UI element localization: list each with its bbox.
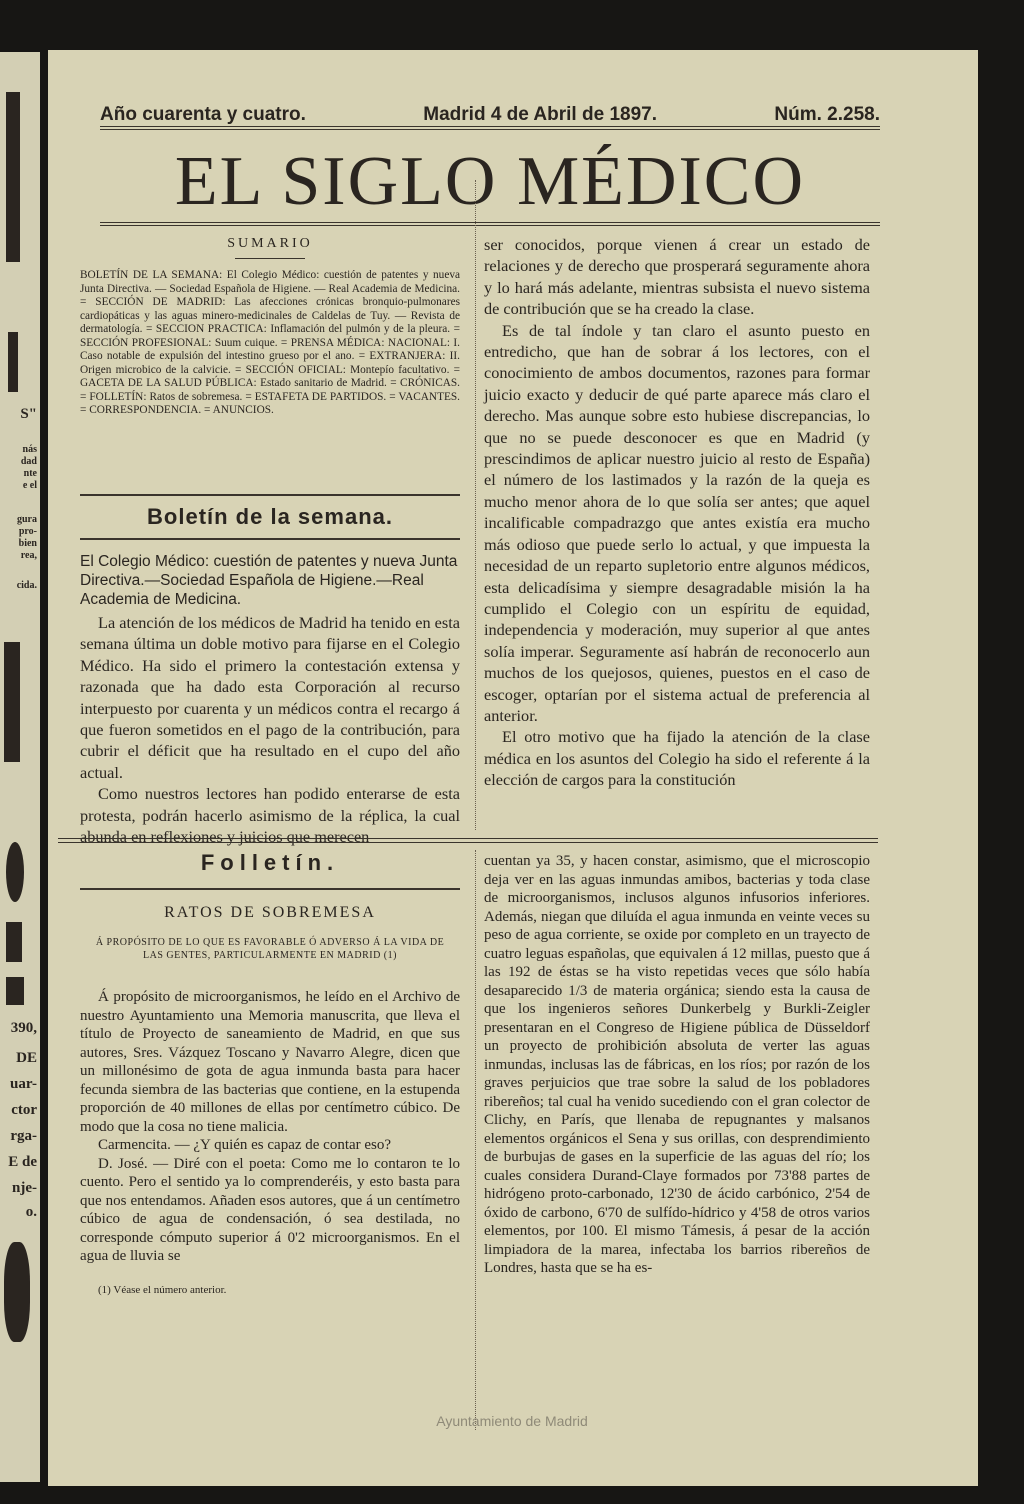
strip-ornament	[6, 922, 22, 962]
strip-fragment: cida.	[16, 580, 37, 591]
strip-ornament	[6, 842, 24, 902]
sumario-title: SUMARIO	[227, 236, 313, 251]
strip-fragment: DE	[16, 1050, 37, 1066]
column-divider	[475, 850, 476, 1430]
title-rule	[100, 222, 880, 223]
folletin-section	[80, 850, 460, 1296]
strip-fragment: ctor	[11, 1102, 37, 1118]
right-paragraph: Es de tal índole y tan claro el asunto puesto en entredicho, que han de sobrar á los lectores, con el conocimiento de ambos documentos, razones para formar juicio exacto y deducir de qué parte aparece más claro el derecho. Mas aunque sobre esto hubiese discrepancias, lo que no se puede desconocer es que en Madrid (y prescindimos de aplicar nuestro juicio al resto de España) el número de los lastimados y la razón de la queja es mucho menor ahora de lo que solía ser antes; que aquel incalificable compadrazgo que antes existía era mucho más odioso que puede serlo lo actual, y que impuesta la necesidad de un reparto supletorio entre algunos médicos, esta delicadísima y siempre desagradable misión la ha cumplido el Colegio con un espíritu de equidad, independencia y moderación, muy superior al que antes solía imperar. Seguramente así habrán de reconocerlo aun muchos de los quejosos, quienes, puestos en el caso de escoger, optarían por el sistema actual de preferencia al anterior.	[484, 320, 870, 725]
folletin-subtitle: Á PROPÓSITO DE LO QUE ES FAVORABLE Ó ADVERSO Á LA VIDA DE LAS GENTES, PARTICULARMENTE EN MADRID (1)	[95, 937, 445, 961]
strip-fragment: e el	[22, 480, 37, 491]
section-rule	[80, 888, 460, 890]
boletin-paragraph: Como nuestros lectores han podido enterarse de esta protesta, podrán hacerlo asimismo de la réplica, la cual abunda en reflexiones y juicios que merecen	[80, 784, 460, 847]
folletin-continuation	[484, 852, 870, 1278]
strip-fragment: rea,	[20, 550, 37, 561]
strip-ornament	[6, 977, 24, 1005]
folletin-title: RATOS DE SOBREMESA	[164, 904, 376, 921]
footnote: (1) Véase el número anterior.	[98, 1283, 227, 1296]
masthead-rule	[100, 126, 880, 127]
strip-fragment: nje-	[12, 1180, 37, 1196]
column-divider	[475, 180, 476, 830]
strip-ornament	[4, 642, 20, 762]
strip-fragment: E de	[8, 1154, 37, 1170]
strip-fragment: gura	[17, 514, 37, 525]
section-rule	[80, 494, 460, 496]
folletin-right-body: cuentan ya 35, y hacen constar, asimismo, que el microscopio deja ver en las aguas inmundas amibos, bacterias y toda clase de microorganismos, inclusos algunos infusorios inferiores. Además, niegan que diluída el agua inmunda en veinte veces su peso de agua corriente, se oxide por completo en un trayecto de cuatro leguas españolas, que equivalen á 12 millas, puesto que á las 192 de éstas se ha visto repetidas veces que sólo había desaparecido 1/3 de materia orgánica; siendo esta la causa de que los ingenieros señores Dunkerbelg y Burkli-Zeigler presentaran en el Congreso de Higiene pública de Düsseldorf un proyecto de prohibición absoluta de verter las aguas inmundas, inclusas las de fábricas, en los ríos; por razón de los graves perjuicios que trae sobre la salud de los pobladores ribereños; tal cual ha venido sucediendo con el gran colector de Clichy, en París, que llenaba de repugnantes y malsanos elementos orgánicos el Sena y sus orillas, con desprendimiento de burbujas de gases en la superficie de las aguas del río; los cuales considera Durand-Claye formados por 73'88 partes de hidrógeno proto-carbonado, 12'30 de ácido carbónico, 2'54 de óxido de carbono, 6'70 de sulfído-hídrico y 4'58 de otros varios elementos, por 100. El mismo Támesis, á pesar de la acción limpiadora de la marea, infectaba los barrios ribereños de Londres, hasta que se ha es-	[484, 853, 870, 1276]
strip-fragment: nás	[22, 444, 37, 455]
right-paragraph: El otro motivo que ha fijado la atención de la clase médica en los asuntos del Colegio ha sido el referente á la elección de cargos para la constitución	[484, 727, 870, 790]
right-paragraph: ser conocidos, porque vienen á crear un estado de relaciones y de derecho que prosperará seguramente ahora y lo hará más adelante, mientras subsista el nuevo sistema de contribución que se ha creado la clase.	[484, 235, 870, 319]
masthead-year: Año cuarenta y cuatro.	[100, 104, 306, 125]
strip-ornament	[8, 332, 18, 392]
folletin-paragraph: D. José. — Diré con el poeta: Como me lo contaron te lo cuento. Pero el sentido ya lo comprenderéis, y esto basta para que nos entendamos. Añaden esos autores, que á un centímetro cúbico de agua de condensación, ó sea destilada, no corresponde cómputo superior á 0'2 microorganismos. En el agua de lluvia se	[80, 1155, 460, 1264]
strip-fragment: 390,	[10, 1020, 37, 1036]
boletin-paragraph: La atención de los médicos de Madrid ha tenido en esta semana última un doble motivo para fijarse en el Colegio Médico. Ha sido el primero la contestación extensa y razonada que ha dado esta Corporación al recurso interpuesto por cuarenta y un médicos contra el recargo á que fueron sometidos en el pago de la contribución, para cubrir el déficit que ha resultado en el cupo del año actual.	[80, 613, 460, 782]
strip-fragment: S"	[20, 406, 37, 422]
masthead-number: Núm. 2.258.	[774, 104, 880, 125]
strip-fragment: uar-	[10, 1076, 37, 1092]
strip-fragment: o.	[25, 1204, 37, 1220]
strip-ornament	[4, 1242, 30, 1342]
folletin-body	[80, 988, 460, 1266]
sumario-text: BOLETÍN DE LA SEMANA: El Colegio Médico: cuestión de patentes y nueva Junta Directiva. — Sociedad Española de Higiene. — Real Academia de Medicina. = SECCIÓN DE MADRID: Las afecciones crónicas bronquio-pulmonares cardiopáticas y las aguas minero-medicinales de Caldelas de Tuy. — Revista de dermatología. = SECCION PRACTICA: Inflamación del pulmón y de la pleura. = SECCIÓN PROFESIONAL: Suum cuique. = PRENSA MÉDICA: NACIONAL: I. Caso notable de expulsión del intestino grueso por el ano. = EXTRANJERA: II. Origen microbico de la calvicie. = SECCIÓN OFICIAL: Montepío facultativo. = GACETA DE LA SALUD PÚBLICA: Estado sanitario de Madrid. = CRÓNICAS. = FOLLETÍN: Ratos de sobremesa. = ESTAFETA DE PARTIDOS. = VACANTES. = CORRESPONDENCIA. = ANUNCIOS.	[80, 269, 460, 416]
strip-fragment: dad	[20, 456, 37, 467]
boletin-continuation	[484, 234, 870, 791]
title-rule	[100, 225, 880, 226]
section-rule	[80, 538, 460, 540]
strip-fragment: bien	[18, 538, 37, 549]
masthead-date: Madrid 4 de Abril de 1897.	[423, 104, 657, 125]
boletin-heading: Boletín de la semana.	[147, 504, 393, 529]
sumario-rule	[235, 258, 305, 259]
folletin-heading: Folletín.	[200, 850, 340, 875]
strip-ornament	[6, 92, 20, 262]
boletin-body	[80, 612, 460, 847]
folletin-rule	[58, 842, 878, 843]
watermark: Ayuntamiento de Madrid	[436, 1413, 588, 1429]
strip-fragment: pro-	[18, 526, 37, 537]
newspaper-page	[48, 50, 978, 1486]
right-body	[484, 234, 870, 791]
strip-fragment: rga-	[10, 1128, 37, 1144]
folletin-paragraph: Á propósito de microorganismos, he leído en el Archivo de nuestro Ayuntamiento una Memoria manuscrita, que lleva el título de Proyecto de saneamiento de Madrid, en que sus autores, Sres. Vázquez Toscano y Navarro Alegre, dicen que un millonésimo de gota de agua inmunda basta para hacer fecunda siembra de las bacterias que contiene, en la estupenda proporción de 40 millones de ellas por centímetro cúbico. De modo que la cosa no tiene malicia.	[80, 989, 460, 1135]
masthead-rule	[100, 129, 880, 130]
page-title: EL SIGLO MÉDICO	[174, 143, 806, 220]
folletin-paragraph: Carmencita. — ¿Y quién es capaz de contar eso?	[98, 1137, 392, 1153]
strip-fragment: nte	[23, 468, 37, 479]
boletin-headline: El Colegio Médico: cuestión de patentes y nueva Junta Directiva.—Sociedad Española de Higiene.—Real Academia de Medicina.	[80, 553, 458, 608]
masthead	[100, 104, 880, 126]
adjacent-page-strip	[0, 52, 40, 1482]
folletin-rule	[58, 838, 878, 839]
sumario-section	[80, 236, 460, 418]
boletin-section	[80, 494, 460, 847]
